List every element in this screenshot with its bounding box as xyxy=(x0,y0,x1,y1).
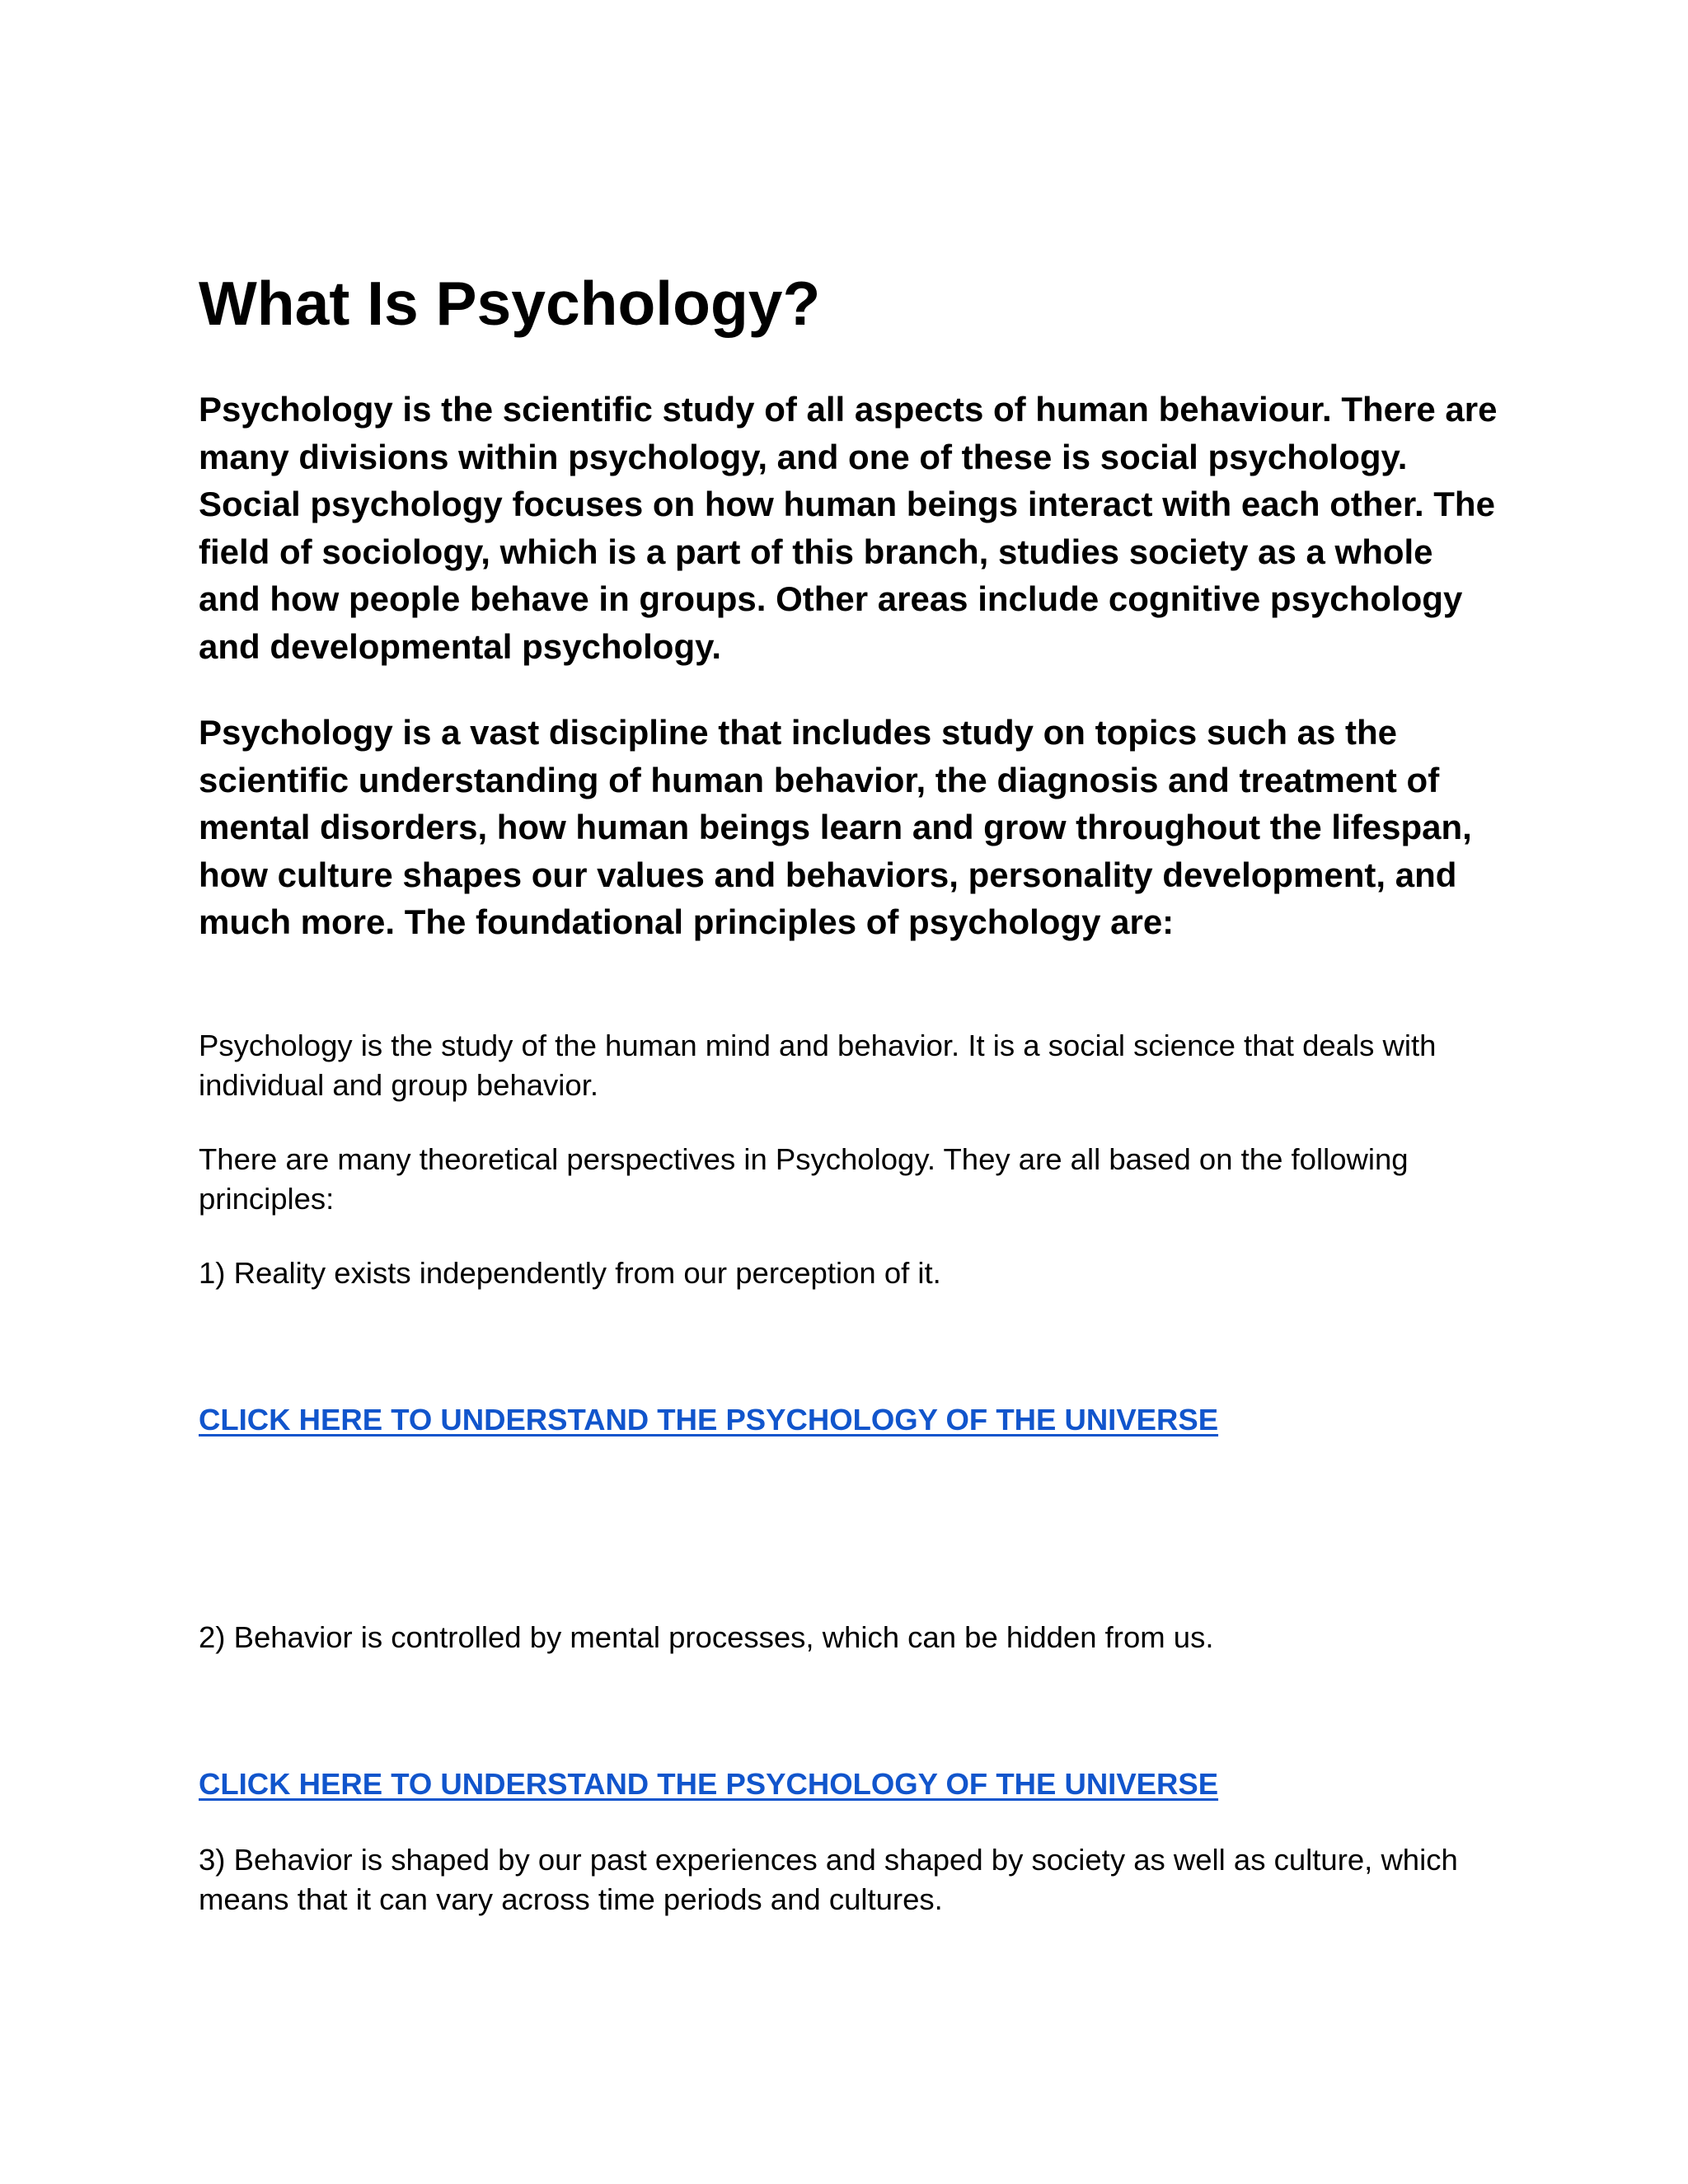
principle-2: 2) Behavior is controlled by mental processes, which can be hidden from us. xyxy=(199,1620,1214,1654)
perspectives-paragraph: There are many theoretical perspectives in Psychology. They are all based on the following principles: xyxy=(199,1142,1409,1216)
universe-link-2[interactable]: CLICK HERE TO UNDERSTAND THE PSYCHOLOGY OF THE UNIVERSE xyxy=(199,1767,1219,1801)
intro-paragraph: Psychology is the scientific study of all aspects of human behaviour. There are many divisions within psychology, and one of these is social psychology. Social psychology focuses on how human beings interact with each other. The field of sociology, which is a part of this branch, studies society as a whole and how people behave in groups. Other areas include cognitive psychology and developmental psychology. xyxy=(199,390,1498,666)
principle-1: 1) Reality exists independently from our perception of it. xyxy=(199,1256,941,1290)
discipline-paragraph: Psychology is a vast discipline that includes study on topics such as the scientific understanding of human behavior, the diagnosis and treatment of mental disorders, how human beings learn and grow throughout the lifespan, how culture shapes our values and behaviors, personality development, and much more. The foundational principles of psychology are: xyxy=(199,713,1472,941)
definition-paragraph: Psychology is the study of the human mind and behavior. It is a social science that deals with individual and group behavior. xyxy=(199,1029,1437,1102)
page-title: What Is Psychology? xyxy=(199,269,821,338)
principle-3: 3) Behavior is shaped by our past experiences and shaped by society as well as culture, which means that it can vary across time periods and cultures. xyxy=(199,1843,1458,1916)
universe-link-1[interactable]: CLICK HERE TO UNDERSTAND THE PSYCHOLOGY OF THE UNIVERSE xyxy=(199,1403,1219,1436)
